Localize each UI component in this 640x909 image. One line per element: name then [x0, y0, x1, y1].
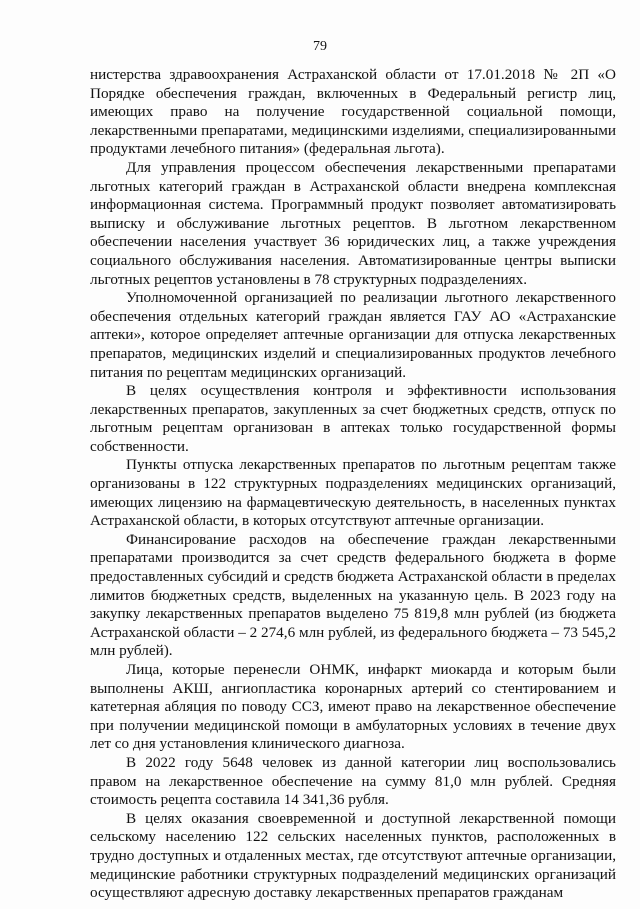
paragraph-eligible-persons: Лица, которые перенесли ОНМК, инфаркт миокарда и которым были выполнены АКШ, ангиопластика коронарных артерий со стентированием и катетерная абляция по поводу ССЗ, имеют право на лекарственное обеспечение при получении медицинской помощи в амбулаторных условиях в течение двух лет со дня установления клинического диагноза.	[90, 661, 616, 753]
document-body	[90, 66, 616, 903]
paragraph-ministry-order: нистерства здравоохранения Астраханской области от 17.01.2018 № 2П «О Порядке обеспечения граждан, включенных в Федеральный регистр лиц, имеющих право на получение государственной социальной помощи, лекарственными препаратами, медицинскими изделиями, специализированными продуктами лечебного питания» (федеральная льгота).	[90, 66, 616, 158]
paragraph-financing: Финансирование расходов на обеспечение граждан лекарственными препаратами производится за счет средств федерального бюджета в форме предоставленных субсидий и средств бюджета Астраханской области в пределах лимитов бюджетных средств, выделенных на указанную цель. В 2023 году на закупку лекарственных препаратов выделено 75 819,8 млн рублей (из бюджета Астраханской области – 2 274,6 млн рублей, из федерального бюджета – 73 545,2 млн рублей).	[90, 530, 616, 660]
paragraph-authorized-organization: Уполномоченной организацией по реализации льготного лекарственного обеспечения отдельных категорий граждан является ГАУ АО «Астраханские аптеки», которое определяет аптечные организации для отпуска лекарственных препаратов, медицинских изделий и специализированных продуктов лечебного питания по рецептам медицинских организаций.	[90, 289, 616, 381]
paragraph-information-system: Для управления процессом обеспечения лекарственными препаратами льготных категорий граждан в Астраханской области внедрена комплексная информационная система. Программный продукт позволяет автоматизировать выписку и обслуживание льготных рецептов. В льготном лекарственном обеспечении населения участвует 36 юридических лиц, а также учреждения социального обслуживания населения. Автоматизированные центры выписки льготных рецептов установлены в 78 структурных подразделениях.	[90, 158, 616, 288]
paragraph-dispensing-points: Пункты отпуска лекарственных препаратов по льготным рецептам также организованы в 122 структурных подразделениях медицинских организаций, имеющих лицензию на фармацевтическую деятельность, в населенных пунктах Астраханской области, в которых отсутствуют аптечные организации.	[90, 456, 616, 530]
paragraph-2022-statistics: В 2022 году 5648 человек из данной категории лиц воспользовались правом на лекарственное обеспечение на сумму 81,0 млн рублей. Средняя стоимость рецепта составила 14 341,36 рубля.	[90, 753, 616, 809]
paragraph-control-efficiency: В целях осуществления контроля и эффективности использования лекарственных препаратов, закупленных за счет бюджетных средств, отпуск по льготным рецептам организован в аптеках только государственной формы собственности.	[90, 382, 616, 455]
page-number: 79	[313, 39, 327, 54]
paragraph-rural-delivery: В целях оказания своевременной и доступной лекарственной помощи сельскому населению 122 сельских населенных пунктов, расположенных в трудно доступных и отдаленных местах, где отсутствуют аптечные организации, медицинские работники структурных подразделений медицинских организаций осуществляют адресную доставку лекарственных препаратов гражданам	[90, 809, 616, 902]
